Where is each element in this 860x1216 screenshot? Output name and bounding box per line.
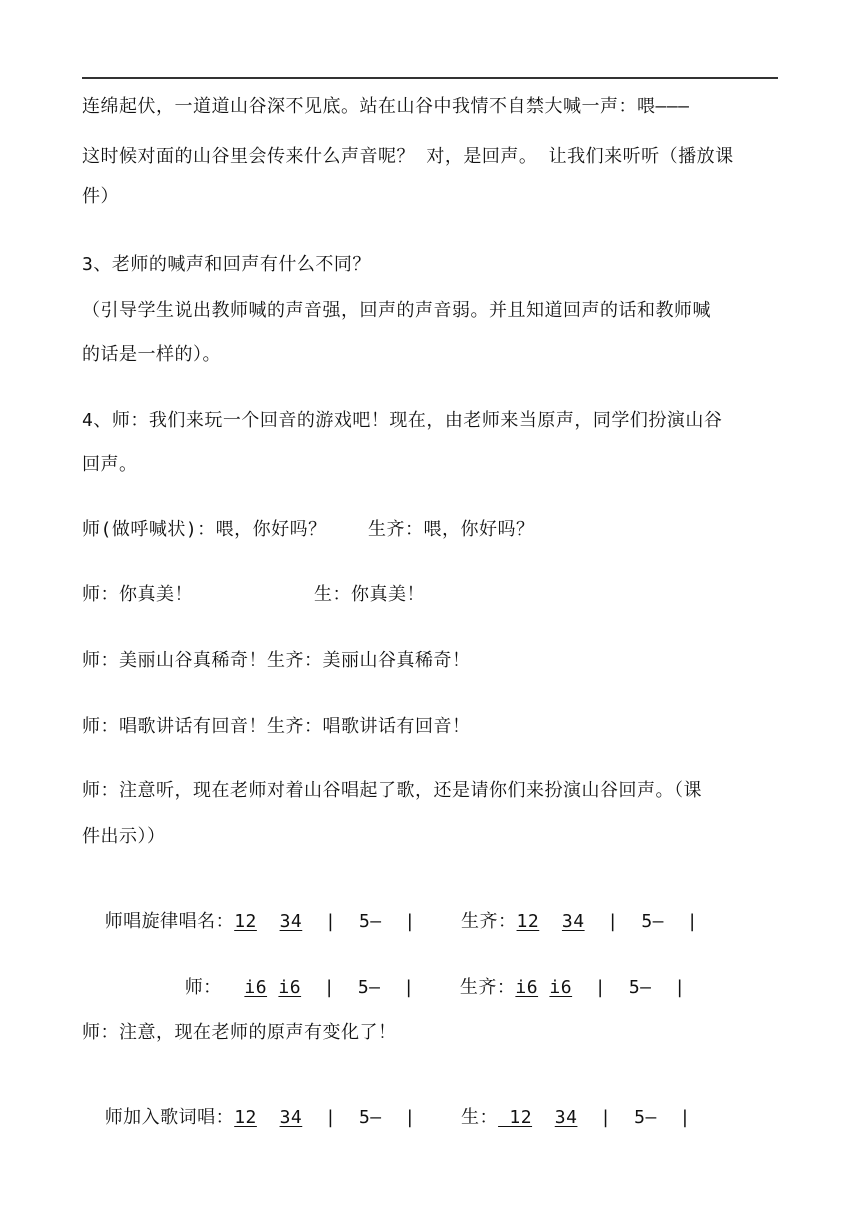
dialogue-students: 生：你真美！: [314, 584, 425, 605]
dialogue-line: 师：唱歌讲话有回音！生齐：唱歌讲话有回音！: [82, 716, 471, 737]
melody-row-1: [82, 886, 698, 933]
question-heading: 3、老师的喊声和回声有什么不同？: [82, 254, 371, 275]
paragraph-line: 件出示））: [82, 826, 166, 847]
bar-line: |: [679, 1107, 691, 1128]
melody-lead: 师加入歌词唱：: [104, 1107, 235, 1128]
note: i6: [549, 977, 573, 998]
note: i6: [515, 977, 539, 998]
paragraph-line: 师：注意听，现在老师对着山谷唱起了歌，还是请你们来扮演山谷回声。（课: [82, 780, 702, 801]
note: 12: [234, 911, 257, 932]
paragraph-line: 件）: [82, 186, 119, 207]
note: 5—: [358, 1107, 382, 1128]
dialogue-teacher: 师：你真美！: [82, 584, 193, 605]
bar-line: |: [404, 911, 416, 932]
note: 34: [561, 911, 585, 932]
bar-line: |: [594, 977, 607, 998]
melody-lead: 生：: [461, 1107, 499, 1128]
melody-lead: 生齐：: [459, 977, 516, 998]
dialogue-line: 师：美丽山谷真稀奇！生齐：美丽山谷真稀奇！: [82, 650, 471, 671]
bar-line: |: [324, 1107, 337, 1128]
melody-lead: 师：: [184, 977, 222, 998]
melody-lead: 生齐：: [461, 911, 517, 932]
bar-line: |: [686, 911, 699, 932]
paragraph-line: 回声。: [82, 454, 138, 475]
note: 12: [498, 1107, 533, 1128]
dialogue-students: 生齐：喂，你好吗？: [368, 519, 535, 540]
bar-line: |: [403, 977, 415, 998]
note: 5—: [357, 977, 381, 998]
note: 5—: [358, 911, 382, 932]
paragraph-line: （引导学生说出教师喊的声音强，回声的声音弱。并且知道回声的话和教师喊: [82, 300, 711, 321]
note: 12: [234, 1107, 257, 1128]
bar-line: |: [404, 1107, 416, 1128]
note: 34: [554, 1107, 578, 1128]
bar-line: |: [674, 977, 686, 998]
bar-line: |: [323, 977, 336, 998]
melody-lead: 师唱旋律唱名：: [104, 911, 235, 932]
note: i6: [244, 977, 268, 998]
step-heading: 4、师：我们来玩一个回音的游戏吧！现在，由老师来当原声，同学们扮演山谷: [82, 410, 723, 431]
paragraph-line: 的话是一样的）。: [82, 344, 221, 365]
bar-line: |: [600, 1107, 612, 1128]
note: 5—: [634, 1107, 657, 1128]
melody-row-3: [82, 1082, 691, 1129]
note: 5—: [628, 977, 652, 998]
note: i6: [278, 977, 302, 998]
note: 12: [516, 911, 540, 932]
note: 34: [279, 1107, 303, 1128]
note: 34: [279, 911, 303, 932]
melody-row-2: [162, 952, 686, 999]
paragraph-line: 连绵起伏，一道道山谷深不见底。站在山谷中我情不自禁大喊一声：喂———: [82, 96, 690, 117]
paragraph-line: 师：注意，现在老师的原声有变化了！: [82, 1022, 397, 1043]
bar-line: |: [324, 911, 337, 932]
header-rule: [82, 77, 778, 79]
bar-line: |: [607, 911, 619, 932]
dialogue-teacher: 师(做呼喊状)：喂，你好吗？: [82, 519, 327, 540]
note: 5—: [641, 911, 665, 932]
paragraph-line: 这时候对面的山谷里会传来什么声音呢？ 对，是回声。 让我们来听听（播放课: [82, 146, 734, 167]
